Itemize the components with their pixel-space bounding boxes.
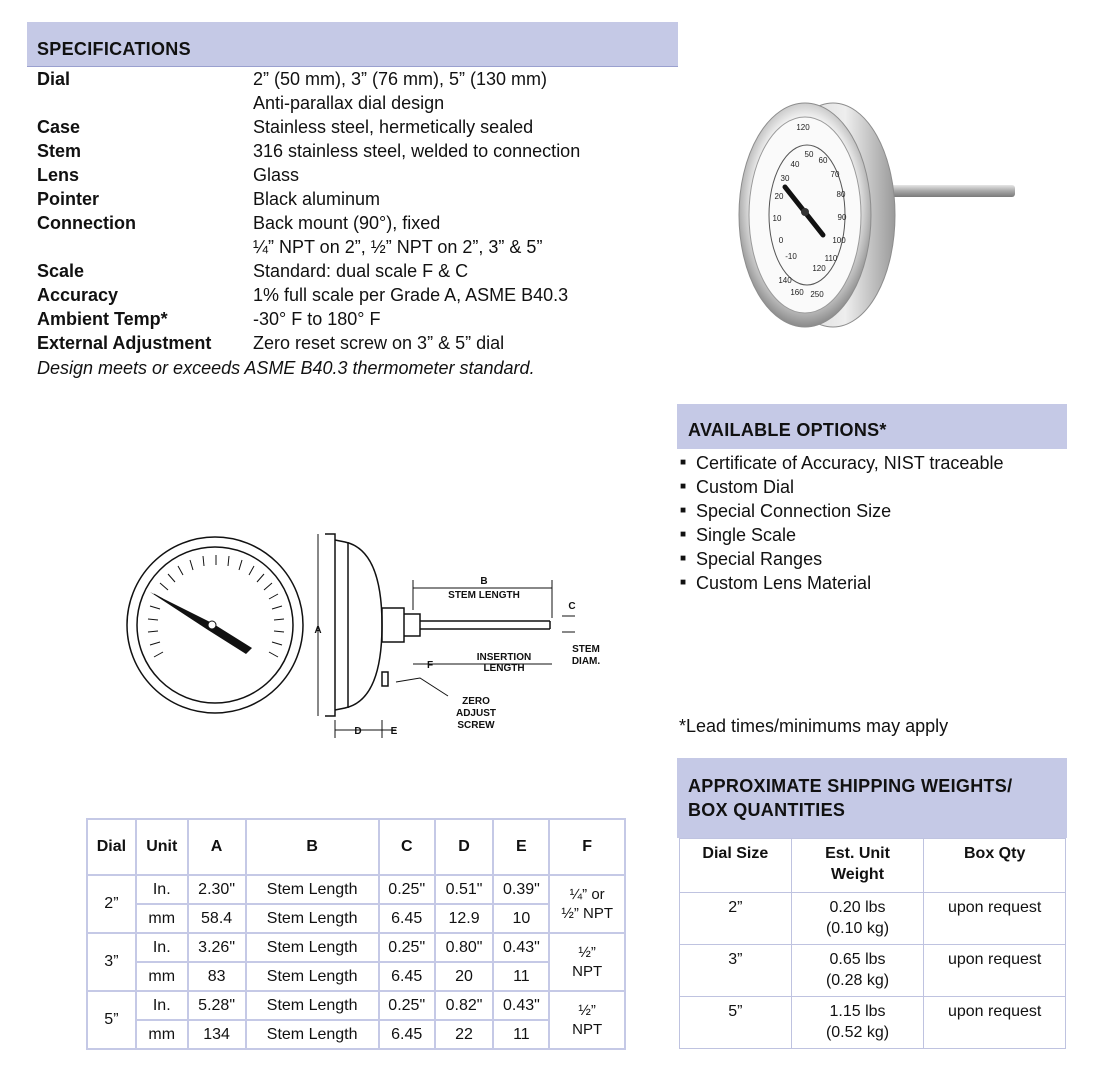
e-cell: 10 bbox=[493, 904, 549, 933]
label-stem-length: STEM LENGTH bbox=[448, 590, 520, 601]
diagram-pointer-hub bbox=[208, 621, 216, 629]
zero-adjust-screw bbox=[382, 672, 388, 686]
spec-row bbox=[37, 283, 580, 307]
label-a: A bbox=[314, 625, 322, 636]
shipping-header-line: BOX QUANTITIES bbox=[688, 800, 846, 820]
spec-row bbox=[37, 331, 580, 355]
option-label: Single Scale bbox=[696, 525, 797, 545]
zero-leader-line bbox=[396, 678, 448, 696]
dial-label: 250 bbox=[810, 290, 824, 299]
list-item bbox=[680, 523, 1003, 547]
dial-label: 120 bbox=[796, 123, 810, 132]
diagram-pointer bbox=[150, 592, 252, 654]
spec-value: Standard: dual scale F & C bbox=[253, 261, 469, 281]
label-d: D bbox=[354, 726, 362, 737]
bullet-icon: ■ bbox=[680, 529, 687, 540]
spec-value: -30° F to 180° F bbox=[253, 309, 381, 329]
table-row bbox=[87, 933, 625, 962]
specifications-list bbox=[37, 67, 580, 355]
dial-size-cell: 3” bbox=[680, 945, 792, 997]
dial-label: 30 bbox=[780, 174, 790, 183]
dial-size-cell: 2” bbox=[680, 893, 792, 945]
dial-label: 140 bbox=[778, 276, 792, 285]
label-zero-2: ADJUST bbox=[455, 708, 497, 719]
weight-cell bbox=[791, 997, 924, 1049]
spec-value: ¼” NPT on 2”, ½” NPT on 2”, 3” & 5” bbox=[253, 237, 543, 257]
table-row bbox=[87, 962, 625, 991]
weight-cell bbox=[791, 893, 924, 945]
table-row bbox=[87, 904, 625, 933]
weight-lbs: 0.20 lbs bbox=[829, 899, 886, 916]
tick bbox=[148, 619, 158, 620]
dial-label: 80 bbox=[836, 190, 846, 199]
e-cell: 11 bbox=[493, 962, 549, 991]
table-row bbox=[680, 997, 1066, 1049]
tick bbox=[203, 556, 204, 566]
dial-label: -10 bbox=[785, 252, 797, 261]
c-cell: 0.25" bbox=[379, 933, 435, 962]
options-list bbox=[680, 451, 1003, 595]
label-f: F bbox=[426, 660, 434, 671]
tick bbox=[160, 583, 168, 590]
tick bbox=[264, 583, 272, 590]
list-item bbox=[680, 475, 1003, 499]
column-header: B bbox=[246, 819, 379, 875]
option-label: Custom Lens Material bbox=[696, 573, 872, 593]
shipping-header bbox=[677, 758, 1067, 838]
column-header-line: Weight bbox=[830, 866, 885, 883]
column-header: C bbox=[379, 819, 435, 875]
spec-label bbox=[37, 235, 253, 259]
spec-label: Accuracy bbox=[37, 285, 119, 305]
dial-label: 120 bbox=[812, 264, 826, 273]
table-row bbox=[87, 1020, 625, 1049]
spec-row bbox=[37, 307, 580, 331]
spec-label: External Adjustment bbox=[37, 333, 212, 353]
bullet-icon: ■ bbox=[680, 577, 687, 588]
b-cell: Stem Length bbox=[246, 1020, 379, 1049]
spec-value: 1% full scale per Grade A, ASME B40.3 bbox=[253, 285, 569, 305]
case-back bbox=[335, 540, 382, 710]
dial-label: 40 bbox=[790, 160, 800, 169]
e-cell: 0.43" bbox=[493, 991, 549, 1020]
column-header: Dial Size bbox=[680, 839, 792, 893]
spec-row bbox=[37, 235, 580, 259]
spec-row bbox=[37, 139, 580, 163]
label-zero-3: SCREW bbox=[457, 720, 495, 731]
column-header: D bbox=[435, 819, 494, 875]
tick bbox=[272, 642, 282, 645]
d-cell: 22 bbox=[435, 1020, 494, 1049]
unit-cell: In. bbox=[136, 875, 188, 904]
list-item bbox=[680, 451, 1003, 475]
option-label: Special Connection Size bbox=[696, 501, 892, 521]
tick bbox=[228, 556, 229, 566]
tick bbox=[168, 574, 175, 582]
weight-lbs: 0.65 lbs bbox=[829, 951, 886, 968]
dial-label: 20 bbox=[774, 192, 784, 201]
thermometer-photo bbox=[725, 95, 1025, 335]
column-header: A bbox=[188, 819, 246, 875]
dial-cell: 2” bbox=[87, 875, 136, 933]
case-side bbox=[325, 534, 335, 716]
dial-label: 70 bbox=[830, 170, 840, 179]
spec-value: Glass bbox=[253, 165, 300, 185]
spec-value: 316 stainless steel, welded to connection bbox=[253, 141, 581, 161]
table-row bbox=[87, 991, 625, 1020]
dial-label: 50 bbox=[804, 150, 814, 159]
label-e: E bbox=[390, 726, 398, 737]
d-cell: 0.80" bbox=[435, 933, 494, 962]
d-cell: 0.82" bbox=[435, 991, 494, 1020]
f-cell bbox=[549, 933, 625, 991]
dial-label: 60 bbox=[818, 156, 828, 165]
specifications-header: SPECIFICATIONS bbox=[27, 22, 678, 67]
spec-value: Anti-parallax dial design bbox=[253, 93, 445, 113]
weight-kg: (0.28 kg) bbox=[825, 972, 890, 989]
tick bbox=[257, 574, 264, 582]
threaded-connection bbox=[404, 614, 420, 636]
dial-label: 160 bbox=[790, 288, 804, 297]
shipping-table bbox=[679, 838, 1066, 1049]
tick bbox=[178, 566, 183, 575]
unit-cell: mm bbox=[136, 1020, 188, 1049]
label-c: C bbox=[568, 601, 576, 612]
a-cell: 5.28" bbox=[188, 991, 246, 1020]
column-header: F bbox=[549, 819, 625, 875]
e-cell: 0.39" bbox=[493, 875, 549, 904]
b-cell: Stem Length bbox=[246, 933, 379, 962]
a-cell: 3.26" bbox=[188, 933, 246, 962]
table-header-row bbox=[87, 819, 625, 875]
b-cell: Stem Length bbox=[246, 962, 379, 991]
c-cell: 0.25" bbox=[379, 991, 435, 1020]
table-row bbox=[87, 875, 625, 904]
options-header: AVAILABLE OPTIONS* bbox=[677, 404, 1067, 449]
tick bbox=[154, 652, 163, 657]
box-qty-cell: upon request bbox=[924, 893, 1066, 945]
f-line: ½” bbox=[578, 944, 596, 961]
option-label: Certificate of Accuracy, NIST traceable bbox=[696, 453, 1004, 473]
stem bbox=[875, 185, 1015, 197]
bullet-icon: ■ bbox=[680, 481, 687, 492]
shipping-header-line: APPROXIMATE SHIPPING WEIGHTS/ bbox=[688, 776, 1013, 796]
label-stem-diam-1: STEM bbox=[572, 644, 600, 655]
dial-cell: 3” bbox=[87, 933, 136, 991]
c-cell: 6.45 bbox=[379, 962, 435, 991]
spec-row bbox=[37, 91, 580, 115]
diagram-tick-marks bbox=[148, 555, 284, 657]
spec-row bbox=[37, 259, 580, 283]
f-line: NPT bbox=[572, 963, 603, 980]
f-cell bbox=[549, 875, 625, 933]
spec-value: Stainless steel, hermetically sealed bbox=[253, 117, 534, 137]
tick bbox=[148, 631, 158, 632]
a-cell: 2.30" bbox=[188, 875, 246, 904]
label-insertion-1: INSERTION bbox=[476, 652, 532, 663]
column-header-line: Est. Unit bbox=[825, 845, 890, 862]
spec-value: Black aluminum bbox=[253, 189, 381, 209]
dial-label: 10 bbox=[772, 214, 782, 223]
tick bbox=[272, 606, 282, 609]
c-cell: 6.45 bbox=[379, 1020, 435, 1049]
bullet-icon: ■ bbox=[680, 505, 687, 516]
label-zero-1: ZERO bbox=[462, 696, 490, 707]
lead-time-note: *Lead times/minimums may apply bbox=[679, 716, 949, 736]
d-cell: 12.9 bbox=[435, 904, 494, 933]
spec-label: Scale bbox=[37, 261, 85, 281]
specifications-note: Design meets or exceeds ASME B40.3 thermometer standard. bbox=[37, 358, 535, 378]
spec-label: Dial bbox=[37, 69, 71, 89]
column-header bbox=[791, 839, 924, 893]
b-cell: Stem Length bbox=[246, 991, 379, 1020]
tick bbox=[274, 631, 284, 632]
spec-label: Stem bbox=[37, 141, 82, 161]
spec-row bbox=[37, 163, 580, 187]
tick bbox=[239, 560, 242, 570]
list-item bbox=[680, 571, 1003, 595]
spec-value: Zero reset screw on 3” & 5” dial bbox=[253, 333, 505, 353]
f-line: ¼” or bbox=[569, 886, 605, 903]
unit-cell: In. bbox=[136, 991, 188, 1020]
f-line: ½” bbox=[578, 1002, 596, 1019]
a-cell: 58.4 bbox=[188, 904, 246, 933]
tick bbox=[150, 642, 160, 645]
list-item bbox=[680, 499, 1003, 523]
spec-row bbox=[37, 115, 580, 139]
spec-value: 2” (50 mm), 3” (76 mm), 5” (130 mm) bbox=[253, 69, 548, 89]
bullet-icon: ■ bbox=[680, 553, 687, 564]
weight-lbs: 1.15 lbs bbox=[829, 1003, 886, 1020]
table-header-row bbox=[680, 839, 1066, 893]
c-cell: 0.25" bbox=[379, 875, 435, 904]
label-b: B bbox=[480, 576, 488, 587]
box-qty-cell: upon request bbox=[924, 997, 1066, 1049]
spec-label: Pointer bbox=[37, 189, 100, 209]
option-label: Custom Dial bbox=[696, 477, 795, 497]
dial-label: 100 bbox=[832, 236, 846, 245]
unit-cell: mm bbox=[136, 962, 188, 991]
weight-kg: (0.10 kg) bbox=[825, 920, 890, 937]
table-row bbox=[680, 945, 1066, 997]
column-header: Dial bbox=[87, 819, 136, 875]
bullet-icon: ■ bbox=[680, 457, 687, 468]
tick bbox=[269, 652, 278, 657]
e-cell: 11 bbox=[493, 1020, 549, 1049]
column-header: Box Qty bbox=[924, 839, 1066, 893]
unit-cell: mm bbox=[136, 904, 188, 933]
weight-cell bbox=[791, 945, 924, 997]
weight-kg: (0.52 kg) bbox=[825, 1024, 890, 1041]
tick bbox=[274, 619, 284, 620]
dial-cell: 5” bbox=[87, 991, 136, 1049]
column-header: Unit bbox=[136, 819, 188, 875]
spec-label: Ambient Temp* bbox=[37, 309, 168, 329]
tick bbox=[190, 560, 193, 570]
a-cell: 134 bbox=[188, 1020, 246, 1049]
label-stem-diam-2: DIAM. bbox=[571, 656, 601, 667]
dial-size-cell: 5” bbox=[680, 997, 792, 1049]
b-cell: Stem Length bbox=[246, 875, 379, 904]
f-line: NPT bbox=[572, 1021, 603, 1038]
dial-label: 90 bbox=[837, 213, 847, 222]
tick bbox=[154, 594, 163, 599]
d-cell: 0.51" bbox=[435, 875, 494, 904]
spec-label bbox=[37, 91, 253, 115]
tick bbox=[249, 566, 254, 575]
f-cell bbox=[549, 991, 625, 1049]
spec-label: Case bbox=[37, 117, 81, 137]
box-qty-cell: upon request bbox=[924, 945, 1066, 997]
c-cell: 6.45 bbox=[379, 904, 435, 933]
e-cell: 0.43" bbox=[493, 933, 549, 962]
d-cell: 20 bbox=[435, 962, 494, 991]
dimension-diagram bbox=[120, 520, 620, 750]
table-row bbox=[680, 893, 1066, 945]
spec-row bbox=[37, 187, 580, 211]
a-cell: 83 bbox=[188, 962, 246, 991]
spec-row bbox=[37, 67, 580, 91]
pointer-hub bbox=[801, 208, 809, 216]
dimensions-table bbox=[86, 818, 626, 1050]
list-item bbox=[680, 547, 1003, 571]
option-label: Special Ranges bbox=[696, 549, 823, 569]
spec-label: Lens bbox=[37, 165, 80, 185]
f-line: ½” NPT bbox=[561, 905, 613, 922]
tick bbox=[269, 594, 278, 599]
dial-label: 110 bbox=[824, 254, 838, 263]
spec-label: Connection bbox=[37, 213, 136, 233]
connection-fitting bbox=[382, 608, 404, 642]
tick bbox=[150, 606, 160, 609]
column-header: E bbox=[493, 819, 549, 875]
b-cell: Stem Length bbox=[246, 904, 379, 933]
spec-row bbox=[37, 211, 580, 235]
dial-label: 0 bbox=[778, 236, 784, 245]
unit-cell: In. bbox=[136, 933, 188, 962]
spec-value: Back mount (90°), fixed bbox=[253, 213, 441, 233]
label-insertion-2: LENGTH bbox=[483, 663, 525, 674]
